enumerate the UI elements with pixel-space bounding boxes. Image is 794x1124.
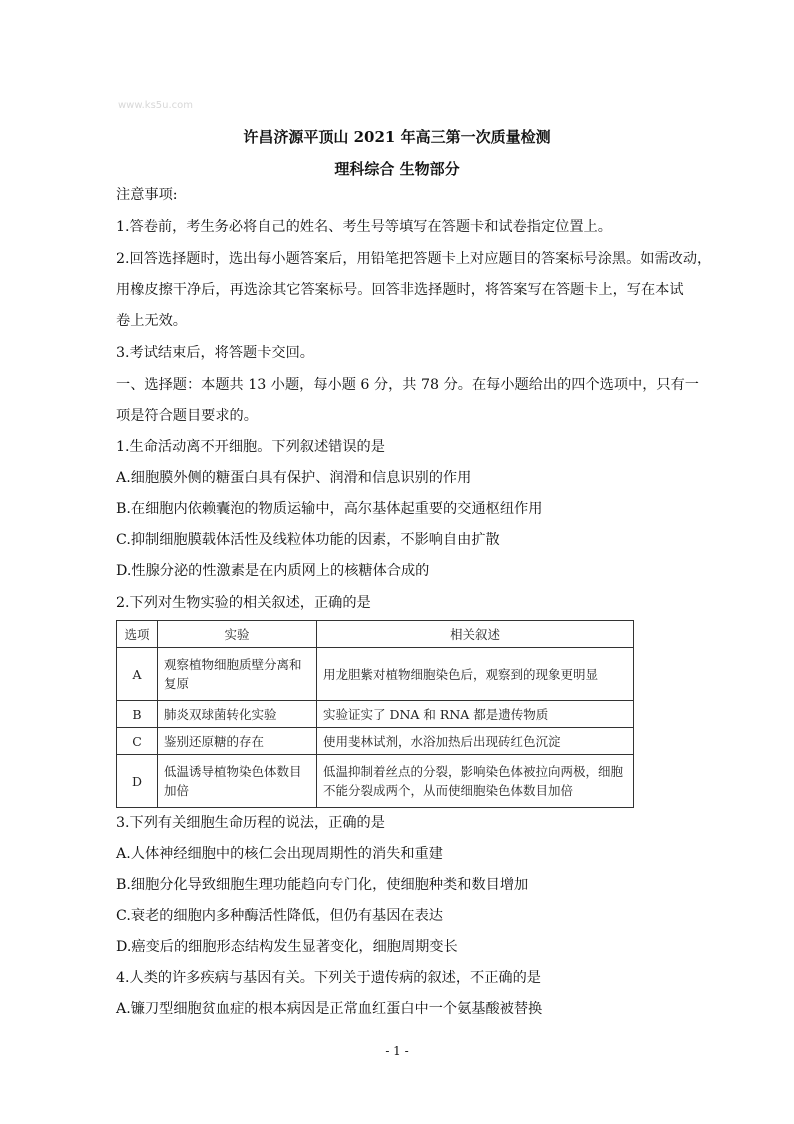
row-option: D — [117, 755, 158, 808]
q3-option-d: D.癌变后的细胞形态结构发生显著变化，细胞周期变长 — [116, 939, 458, 955]
q2-table — [116, 620, 634, 808]
table-row — [117, 648, 634, 701]
q1-option-c: C.抑制细胞膜载体活性及线粒体功能的因素，不影响自由扩散 — [116, 532, 500, 548]
note-2-line-2: 用橡皮擦干净后，再选涂其它答案标号。回答非选择题时，将答案写在答题卡上，写在本试 — [116, 282, 684, 298]
row-experiment: 肺炎双球菌转化实验 — [158, 701, 317, 728]
row-description: 使用斐林试剂，水浴加热后出现砖红色沉淀 — [317, 728, 634, 755]
row-description: 实验证实了 DNA 和 RNA 都是遗传物质 — [317, 701, 634, 728]
q3-option-c: C.衰老的细胞内多种酶活性降低，但仍有基因在表达 — [116, 908, 443, 924]
section-heading-line-1: 一、选择题：本题共 13 小题，每小题 6 分，共 78 分。在每小题给出的四个选项中，只有一 — [116, 377, 699, 393]
table-row — [117, 701, 634, 728]
row-option: B — [117, 701, 158, 728]
row-description: 用龙胆紫对植物细胞染色后，观察到的现象更明显 — [317, 648, 634, 701]
q4-option-a: A.镰刀型细胞贫血症的根本病因是正常血红蛋白中一个氨基酸被替换 — [116, 1001, 543, 1017]
q3-stem: 3.下列有关细胞生命历程的说法，正确的是 — [116, 815, 385, 831]
header-description: 相关叙述 — [317, 621, 634, 648]
row-experiment: 鉴别还原糖的存在 — [158, 728, 317, 755]
q4-stem: 4.人类的许多疾病与基因有关。下列关于遗传病的叙述，不正确的是 — [116, 970, 541, 986]
q3-option-a: A.人体神经细胞中的核仁会出现周期性的消失和重建 — [116, 846, 443, 862]
row-description: 低温抑制着丝点的分裂，影响染色体被拉向两极，细胞不能分裂成两个，从而使细胞染色体数目加倍 — [317, 755, 634, 808]
notes-heading: 注意事项: — [116, 187, 178, 203]
q1-option-d: D.性腺分泌的性激素是在内质网上的核糖体合成的 — [116, 563, 430, 579]
table-header-row — [117, 621, 634, 648]
note-2-line-3: 卷上无效。 — [116, 313, 187, 329]
note-3: 3.考试结束后，将答题卡交回。 — [116, 345, 314, 361]
q1-stem: 1.生命活动离不开细胞。下列叙述错误的是 — [116, 439, 385, 455]
note-2-line-1: 2.回答选择题时，选出每小题答案后，用铅笔把答题卡上对应题目的答案标号涂黑。如需改动， — [116, 251, 712, 267]
table-row — [117, 755, 634, 808]
row-experiment: 低温诱导植物染色体数目加倍 — [158, 755, 317, 808]
row-option: A — [117, 648, 158, 701]
q1-option-b: B.在细胞内依赖囊泡的物质运输中，高尔基体起重要的交通枢纽作用 — [116, 501, 543, 517]
page-number: - 1 - — [385, 1044, 409, 1058]
table-row — [117, 728, 634, 755]
page-title: 许昌济源平顶山 2021 年高三第一次质量检测 — [243, 128, 551, 146]
row-experiment: 观察植物细胞质壁分离和复原 — [158, 648, 317, 701]
q2-stem: 2.下列对生物实验的相关叙述，正确的是 — [116, 595, 371, 611]
watermark: www.ks5u.com — [118, 100, 194, 111]
page-subtitle: 理科综合 生物部分 — [334, 160, 460, 178]
note-1: 1.答卷前，考生务必将自己的姓名、考生号等填写在答题卡和试卷指定位置上。 — [116, 219, 612, 235]
q1-option-a: A.细胞膜外侧的糖蛋白具有保护、润滑和信息识别的作用 — [116, 470, 472, 486]
section-heading-line-2: 项是符合题目要求的。 — [116, 408, 258, 424]
row-option: C — [117, 728, 158, 755]
header-experiment: 实验 — [158, 621, 317, 648]
q3-option-b: B.细胞分化导致细胞生理功能趋向专门化，使细胞种类和数目增加 — [116, 877, 529, 893]
header-option: 选项 — [117, 621, 158, 648]
